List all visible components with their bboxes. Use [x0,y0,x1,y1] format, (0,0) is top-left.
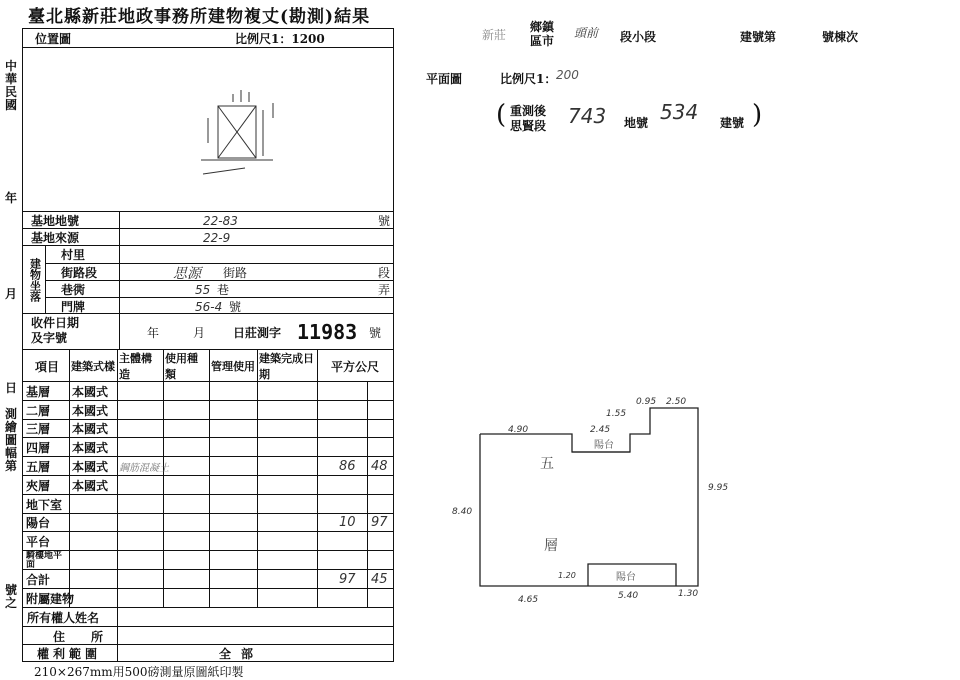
base-lot-label: 基地地號 [31,214,80,228]
side-label-day: 日 [4,381,17,395]
floor-style: 本國式 [72,478,109,493]
divider [257,495,258,514]
floor-name: 地下室 [26,497,63,512]
divider [117,532,118,551]
divider [367,532,368,551]
col-structure-header: 主體構造 [119,352,152,381]
divider [69,532,70,551]
plan-label: 平面圖 [426,72,463,86]
divider [317,514,318,533]
divider [69,401,70,420]
floor-row [23,588,393,608]
floor-name: 夾層 [26,478,51,493]
floor-area-dec: 97 [371,515,388,531]
dim-top-right: 2.50 [666,397,687,407]
divider [317,457,318,476]
floor-row [23,569,393,589]
col-date-header: 建築完成日期 [259,352,314,381]
divider [117,420,118,439]
divider [209,495,210,514]
ref-building-label: 建號 [720,116,745,130]
village-row [45,246,393,263]
floor-area-dec: 48 [371,459,388,475]
document-title: 臺北縣新莊地政事務所建物複丈(勘測)結果 [28,7,371,27]
dim-bottom-right: 1.30 [678,589,699,599]
divider [117,551,118,570]
street-value: 思源 [173,265,201,282]
plan-scale-value: 200 [556,68,579,82]
floor-style: 本國式 [72,441,109,456]
divider [119,212,120,229]
divider [163,532,164,551]
divider [69,495,70,514]
divider [209,350,210,382]
divider [69,476,70,495]
divider [257,438,258,457]
table-header-row [23,349,393,382]
col-manage-header: 管理使用 [211,360,255,373]
col-item-header: 項目 [34,359,59,374]
floor-name: 平台 [26,535,51,550]
divider [117,438,118,457]
floor-area-int: 97 [339,571,356,587]
base-source-value: 22-9 [203,230,231,245]
divider [209,420,210,439]
balcony-label-top: 陽台 [594,440,614,451]
location-sketch [23,48,393,212]
rights-value: 全部 [219,647,264,661]
room-label-fifth: 五 [540,456,554,472]
building-location-block [23,245,393,314]
dim-bottom-mid: 5.40 [618,591,639,601]
divider [69,350,70,382]
side-label-number: 號之 [4,583,17,610]
receipt-year: 年 [147,325,160,340]
divider [367,476,368,495]
col-area-header: 平方公尺 [330,359,379,374]
side-label-month: 月 [4,287,17,301]
alley-value: 55 [195,282,211,297]
owner-row [23,607,393,627]
floor-row [23,400,393,420]
balcony-label-bottom: 陽台 [616,572,636,583]
divider [209,589,210,608]
alley-suffix: 巷 [217,283,230,297]
floor-name: 騎樓地平面 [26,550,63,570]
side-label-republic: 中華民國 [4,59,17,112]
divider [117,514,118,533]
tail-label: 號棟次 [822,30,859,44]
divider [317,382,318,401]
floor-area-int: 10 [339,515,356,531]
ref-section [510,104,546,134]
floor-name: 三層 [26,422,51,437]
divider [117,645,118,662]
divider [117,350,118,382]
floor-area-int: 86 [339,459,356,475]
divider [209,382,210,401]
street-end: 段 [378,266,391,280]
divider [209,551,210,570]
ref-section-line-2: 思賢段 [510,119,547,133]
divider [163,438,164,457]
dim-step-2: 1.55 [606,409,627,419]
divider [367,438,368,457]
divider [367,401,368,420]
street-row [45,263,393,281]
location-header-row [23,29,393,47]
door-suffix: 號 [229,300,242,314]
divider [117,570,118,589]
divider [367,570,368,589]
divider [163,495,164,514]
location-scale: 比例尺1：1200 [235,31,325,46]
ref-building-value: 534 [660,100,699,124]
divider [317,495,318,514]
floor-row [23,531,393,551]
divider [367,495,368,514]
divider [117,495,118,514]
district-value: 新莊 [482,28,507,42]
divider [317,420,318,439]
street-suffix: 街路 [223,266,248,280]
base-source-row [23,228,393,246]
dim-left: 8.40 [452,507,473,517]
divider [317,350,318,382]
divider [317,570,318,589]
divider [117,476,118,495]
divider [69,457,70,476]
divider [257,476,258,495]
divider [69,570,70,589]
paper-footer-note: 210×267mm用500磅測量原圖紙印製 [34,665,244,679]
divider [117,627,118,645]
address-label: 住所 [53,629,130,644]
street-label: 街路段 [61,266,98,280]
divider [257,514,258,533]
side-label-year: 年 [4,191,17,205]
bracket-left: ( [496,100,507,130]
base-lot-value: 22-83 [203,213,238,228]
floor-style: 本國式 [72,384,109,399]
floor-style: 本國式 [72,460,109,475]
divider [367,551,368,570]
divider [317,401,318,420]
receipt-suffix: 號 [369,325,382,340]
divider [69,438,70,457]
floor-row [23,475,393,495]
receipt-number: 11983 [297,320,358,344]
floor-plan-drawing [440,380,760,610]
dim-top-left: 4.90 [508,425,529,435]
floor-name: 二層 [26,403,51,418]
divider [367,589,368,608]
floor-name: 四層 [26,441,51,456]
dim-step-3: 0.95 [636,397,657,407]
rights-row [23,644,393,662]
divider [119,314,120,350]
divider [209,532,210,551]
divider [117,401,118,420]
divider [257,350,258,382]
base-lot-suffix: 號 [378,214,391,228]
dim-right: 9.95 [708,483,729,493]
divider [367,420,368,439]
door-label: 門牌 [61,300,86,314]
divider [257,401,258,420]
divider [163,476,164,495]
divider [317,476,318,495]
owner-label: 所有權人姓名 [27,611,100,625]
ref-lot-label: 地號 [624,116,649,130]
floor-name: 陽台 [26,516,51,531]
base-source-label: 基地來源 [31,231,80,245]
divider [257,589,258,608]
divider [117,589,118,608]
receipt-label-line-1: 收件日期 [31,316,80,330]
building-no-label: 建號第 [740,30,777,44]
receipt-row [23,313,393,350]
divider [317,551,318,570]
divider [163,514,164,533]
base-lot-row [23,211,393,229]
divider [367,514,368,533]
section-value: 頭前 [574,26,599,40]
divider [117,608,118,627]
receipt-label [31,316,79,346]
divider [317,589,318,608]
door-value: 56-4 [195,299,223,314]
divider [69,514,70,533]
floor-row [23,437,393,457]
location-map-area [23,47,393,212]
alley-row [45,280,393,298]
divider [117,382,118,401]
divider [163,401,164,420]
floor-name: 基層 [26,384,51,399]
divider [163,350,164,382]
divider [69,420,70,439]
floor-name: 合計 [26,572,51,587]
divider [257,382,258,401]
divider [119,229,120,246]
location-map-label: 位置圖 [35,31,72,46]
ref-section-line-1: 重測後 [510,104,547,118]
divider [367,457,368,476]
alley-end: 弄 [378,283,391,297]
floor-row [23,513,393,533]
divider [163,382,164,401]
col-style-header: 建築式樣 [71,360,115,373]
divider [69,551,70,570]
dim-step-1: 2.45 [590,425,611,435]
floor-row [23,419,393,439]
ref-lot-value: 743 [568,104,607,128]
divider [257,570,258,589]
floor-name: 五層 [26,460,51,475]
divider [163,589,164,608]
divider [117,457,118,476]
divider [209,457,210,476]
receipt-mid: 日莊測字 [233,325,282,340]
floor-style: 本國式 [72,422,109,437]
village-label: 村里 [61,248,86,262]
bracket-right: ) [752,100,763,130]
divider [209,476,210,495]
building-location-label: 建物坐落 [28,258,42,302]
side-label-sheet: 測繪圖幅第 [4,407,17,473]
divider [163,570,164,589]
section-text: 段小段 [620,30,657,44]
plan-scale: 比例尺1： [500,72,557,86]
dim-bottom-left: 4.65 [518,595,539,605]
floor-structure: 鋼筋混凝土 [119,463,169,475]
receipt-label-line-2: 及字號 [31,331,68,345]
floor-row [23,550,393,570]
floor-style: 本國式 [72,403,109,418]
col-use-header: 使用種類 [165,352,198,381]
divider [209,438,210,457]
divider [317,532,318,551]
address-row [23,626,393,645]
divider [367,382,368,401]
floor-area-dec: 45 [371,571,388,587]
divider [163,420,164,439]
divider [163,551,164,570]
floor-row [23,456,393,476]
floor-name: 附屬建物 [26,591,75,606]
receipt-month: 月 [193,325,206,340]
divider [209,514,210,533]
divider [257,551,258,570]
floor-row [23,494,393,514]
divider [257,420,258,439]
divider [209,401,210,420]
divider [317,438,318,457]
rights-label: 權利範圍 [37,647,102,661]
dim-bottom-step: 1.20 [558,571,576,580]
divider [257,532,258,551]
floor-row [23,381,393,401]
alley-label: 巷衖 [61,283,86,297]
divider [69,382,70,401]
divider [209,570,210,589]
survey-form [22,28,394,662]
divider [257,457,258,476]
district-label: 鄉鎮區市 [530,20,555,48]
room-label-floor: 層 [544,538,558,554]
